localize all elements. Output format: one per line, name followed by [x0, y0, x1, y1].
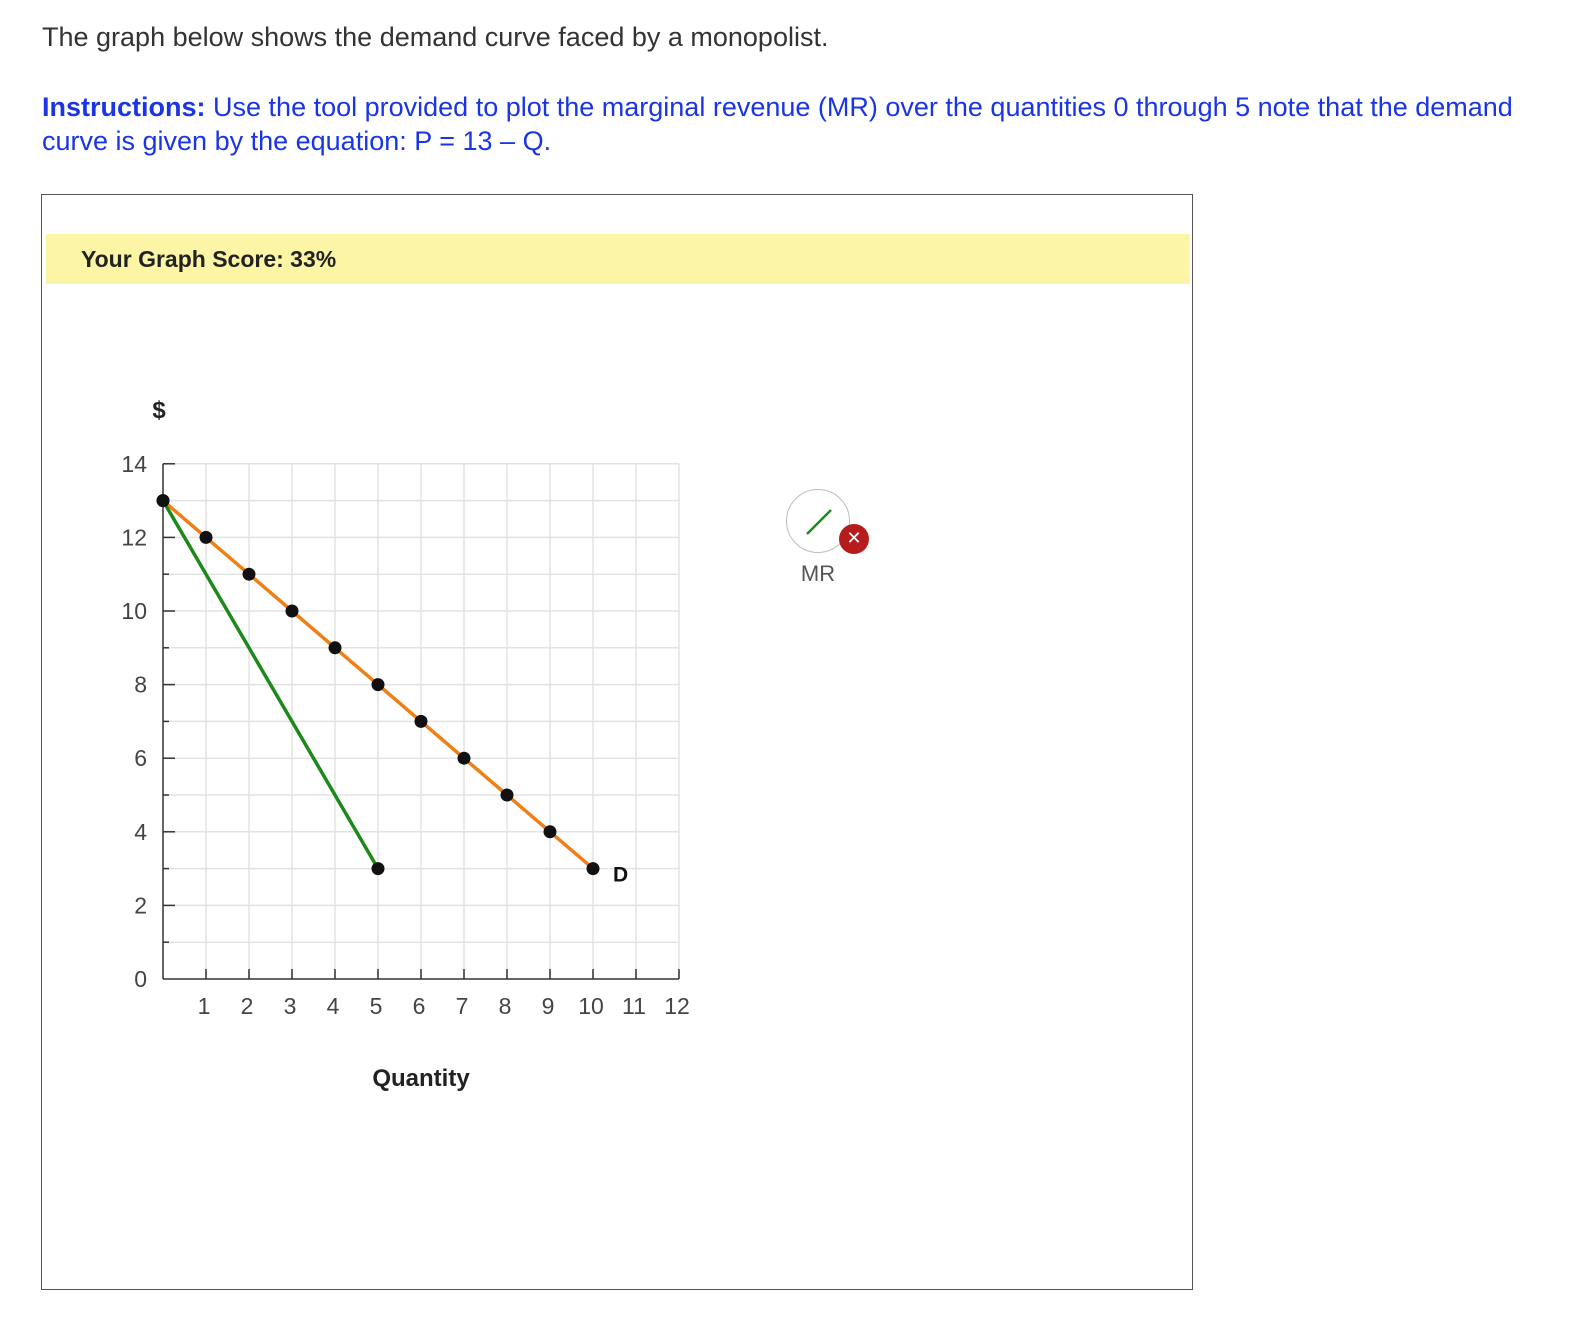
- data-point-d: [501, 789, 514, 802]
- instructions-text: Use the tool provided to plot the marginal revenue (MR) over the quantities 0 through 5 note that the demand curve is given by the equation: P = 13 – Q.: [42, 92, 1513, 156]
- x-tick-label: 10: [578, 993, 604, 1019]
- y-axis-label: $: [152, 396, 166, 424]
- data-point-d: [243, 568, 256, 581]
- data-point-d: [286, 605, 299, 618]
- data-point-d: [200, 531, 213, 544]
- mr-tool-label: MR: [800, 561, 836, 586]
- data-point-d: [372, 678, 385, 691]
- graph-chart[interactable]: [42, 195, 1192, 1289]
- y-tick-label: 0: [134, 966, 147, 992]
- x-tick-label: 8: [498, 993, 512, 1019]
- x-tick-label: 9: [541, 993, 555, 1019]
- data-point-mr: [372, 862, 385, 875]
- data-point-d: [329, 641, 342, 654]
- x-tick-label: 5: [369, 993, 383, 1019]
- x-axis-label: Quantity: [372, 1065, 470, 1092]
- x-tick-label: 7: [455, 993, 469, 1019]
- x-tick-label: 12: [664, 993, 690, 1019]
- y-tick-label: 6: [134, 745, 147, 772]
- intro-text: The graph below shows the demand curve faced by a monopolist.: [42, 22, 829, 52]
- y-tick-label: 14: [121, 450, 147, 477]
- data-point-d: [458, 752, 471, 765]
- y-tick-label: 10: [121, 598, 147, 624]
- x-tick-label: 6: [412, 993, 426, 1019]
- instructions: [42, 90, 1552, 158]
- data-point-mr: [157, 494, 170, 507]
- data-point-d: [544, 825, 557, 838]
- y-tick-label: 2: [134, 892, 147, 919]
- y-tick-label: 12: [121, 524, 147, 551]
- data-point-d: [587, 862, 600, 875]
- x-tick-label: 1: [197, 993, 211, 1019]
- remove-mr-button[interactable]: ✕: [839, 524, 869, 554]
- x-tick-label: 11: [622, 993, 646, 1019]
- graph-panel: [41, 194, 1193, 1290]
- instructions-lead: Instructions:: [42, 92, 206, 122]
- x-tick-label: 4: [326, 993, 340, 1019]
- x-tick-label: 2: [240, 993, 254, 1019]
- graph-score: Your Graph Score: 33%: [81, 246, 337, 272]
- y-tick-label: 4: [134, 818, 147, 845]
- y-tick-label: 8: [134, 671, 147, 698]
- x-tick-label: 3: [283, 993, 297, 1019]
- data-point-d: [415, 715, 428, 728]
- demand-curve-label: D: [613, 863, 629, 887]
